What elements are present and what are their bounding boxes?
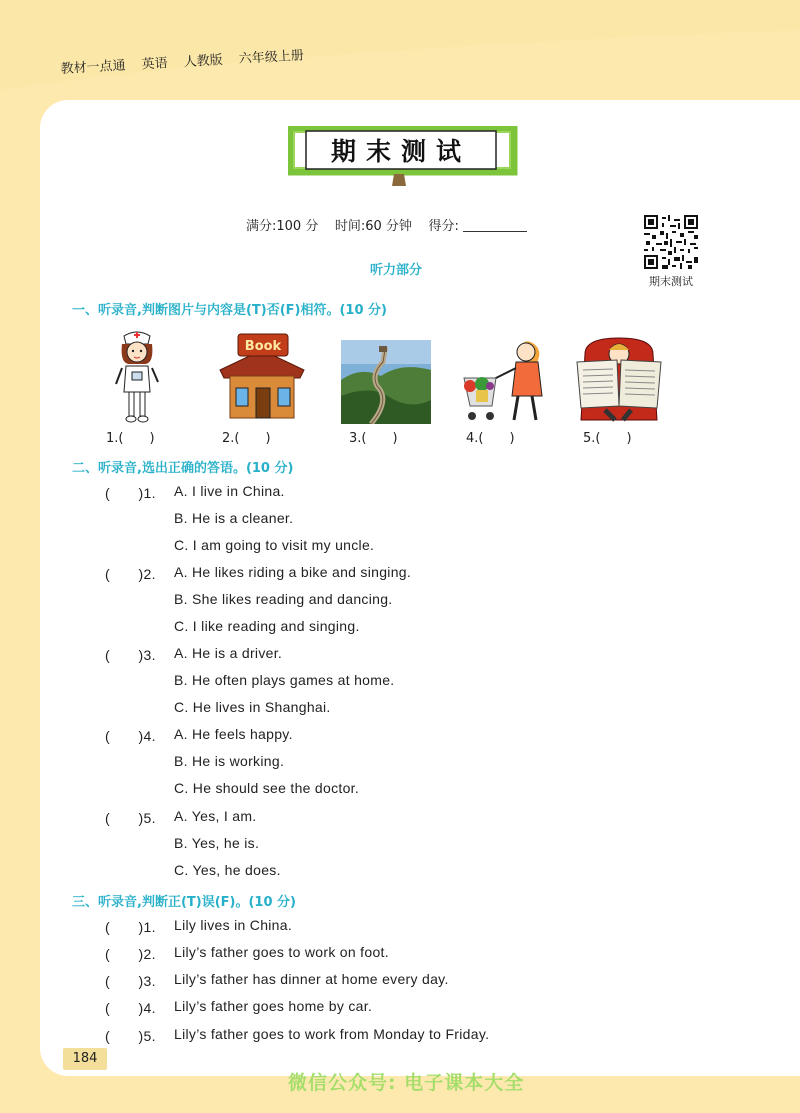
tf-statement: Lily’s father goes home by car. — [174, 998, 373, 1014]
question-number[interactable]: ( )3. — [105, 647, 156, 663]
tf-statement: Lily lives in China. — [174, 917, 293, 933]
option-a: A. I live in China. — [174, 483, 285, 499]
question-number[interactable]: ( )1. — [105, 485, 156, 501]
score-blank[interactable] — [463, 231, 527, 232]
header-edition: 人教版 — [183, 52, 224, 71]
section1-heading: 一、听录音,判断图片与内容是(T)否(F)相符。(10 分) — [72, 303, 387, 318]
header-grade: 六年级上册 — [238, 48, 305, 68]
book-sign-text: Book — [244, 339, 282, 354]
option-c: C. He lives in Shanghai. — [174, 699, 331, 715]
nurse-picture-icon — [112, 328, 162, 424]
tf-number[interactable]: ( )2. — [105, 946, 156, 962]
full-score: 满分:100 分 — [246, 219, 319, 234]
tf-statement: Lily’s father has dinner at home every day. — [174, 971, 449, 987]
exam-time: 时间:60 分钟 — [334, 219, 412, 234]
score-label: 得分: — [428, 219, 459, 234]
option-a: A. Yes, I am. — [174, 808, 257, 824]
option-c: C. Yes, he does. — [174, 862, 281, 878]
option-b: B. She likes reading and dancing. — [174, 591, 393, 607]
score-info — [246, 215, 527, 234]
section3-heading: 三、听录音,判断正(T)误(F)。(10 分) — [72, 895, 296, 910]
listening-part-label: 听力部分 — [370, 263, 423, 278]
picture-answer-1[interactable]: 1.( ) — [106, 431, 155, 446]
question-number[interactable]: ( )2. — [105, 566, 156, 582]
option-b: B. He is working. — [174, 753, 285, 769]
bookshop-picture-icon — [216, 330, 308, 422]
picture-answer-5[interactable]: 5.( ) — [583, 431, 632, 446]
qr-code-icon — [644, 215, 698, 269]
option-a: A. He feels happy. — [174, 726, 293, 742]
tf-statement: Lily’s father goes to work from Monday to Friday. — [174, 1026, 490, 1042]
tf-number[interactable]: ( )3. — [105, 973, 156, 989]
option-a: A. He likes riding a bike and singing. — [174, 564, 412, 580]
great-wall-picture-icon — [341, 340, 431, 424]
tf-number[interactable]: ( )4. — [105, 1000, 156, 1016]
page-title: 期末测试 — [330, 137, 471, 166]
tf-number[interactable]: ( )1. — [105, 919, 156, 935]
header-book: 教材一点通 — [60, 58, 126, 77]
tf-number[interactable]: ( )5. — [105, 1028, 156, 1044]
page-number: 184 — [63, 1048, 107, 1070]
option-c: C. I like reading and singing. — [174, 618, 360, 634]
tf-statement: Lily’s father goes to work on foot. — [174, 944, 389, 960]
option-b: B. He often plays games at home. — [174, 672, 395, 688]
shopping-woman-picture-icon — [462, 336, 548, 424]
question-number[interactable]: ( )4. — [105, 728, 156, 744]
option-b: B. He is a cleaner. — [174, 510, 294, 526]
question-number[interactable]: ( )5. — [105, 810, 156, 826]
newspaper-reader-picture-icon — [575, 334, 663, 424]
picture-answer-2[interactable]: 2.( ) — [222, 431, 271, 446]
footer-watermark: 微信公众号: 电子课本大全 — [288, 1072, 525, 1094]
title-banner — [288, 126, 514, 176]
picture-answer-3[interactable]: 3.( ) — [349, 431, 398, 446]
option-c: C. He should see the doctor. — [174, 780, 360, 796]
option-a: A. He is a driver. — [174, 645, 283, 661]
header-subject: 英语 — [141, 56, 169, 73]
option-b: B. Yes, he is. — [174, 835, 260, 851]
option-c: C. I am going to visit my uncle. — [174, 537, 375, 553]
qr-label: 期末测试 — [649, 275, 693, 288]
picture-answer-4[interactable]: 4.( ) — [466, 431, 515, 446]
section2-heading: 二、听录音,选出正确的答语。(10 分) — [72, 461, 294, 476]
